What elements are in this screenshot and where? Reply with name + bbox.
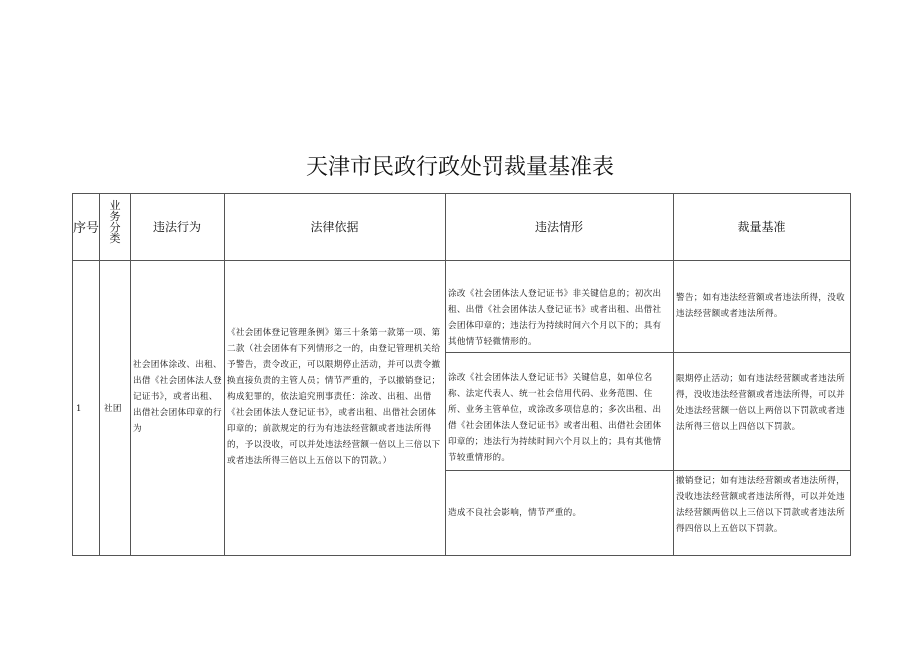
header-standard: 裁量基准	[737, 220, 786, 234]
table-border-right	[850, 193, 851, 556]
table-border-bottom	[72, 555, 851, 556]
circumstance-minor: 涂改《社会团体法人登记证书》非关键信息的；初次出租、出借《社会团体法人登记证书》或者出租、出借社会团体印章的；违法行为持续时间六个月以下的；具有其他情节轻微情形的。	[448, 289, 662, 347]
circumstance-severe: 造成不良社会影响，情节严重的。	[448, 508, 582, 518]
header-category-char: 分	[109, 221, 121, 234]
standard-severe: 撤销登记；如有违法经营额或者违法所得，没收违法经营额或者违法所得，可以并处违法经营额两倍以上三倍以下罚款或者违法所得四倍以上五倍以下罚款。	[676, 476, 845, 534]
row-seq: 1	[76, 404, 82, 414]
header-category	[101, 200, 129, 244]
header-circumstance: 违法情形	[534, 220, 583, 234]
header-bottom-line	[72, 260, 851, 261]
row-illegal-act: 社会团体涂改、出租、出借《社会团体法人登记证书》，或者出租、出借社会团体印章的行为	[133, 360, 222, 434]
standard-minor: 警告；如有违法经营额或者违法所得，没收违法经营额或者违法所得。	[676, 293, 845, 319]
header-seq: 序号	[72, 221, 99, 236]
header-legal-basis: 法律依据	[310, 220, 359, 234]
standard-serious: 限期停止活动；如有违法经营额或者违法所得，没收违法经营额或者违法所得，可以并处违法经营额一倍以上两倍以下罚款或者违法所得三倍以上四倍以下罚款。	[676, 374, 845, 432]
divider-circumstance-1	[445, 352, 851, 353]
header-illegal-act: 违法行为	[152, 220, 201, 234]
header-category-char: 务	[109, 210, 121, 223]
header-category-char: 业	[109, 199, 121, 212]
circumstance-serious: 涂改《社会团体法人登记证书》关键信息，如单位名称、法定代表人、统一社会信用代码、业务范围、住所、业务主管单位，或涂改多项信息的；多次出租、出借《社会团体法人登记证书》或者出租、出借社会团体印章的；违法行为持续时间六个月以上的；具有其他情节较重情形的。	[448, 373, 662, 463]
header-category-char: 类	[109, 232, 121, 245]
page-title: 天津市民政行政处罚裁量基准表	[305, 155, 614, 180]
row-legal-basis: 《社会团体登记管理条例》第三十条第一款第一项、第二款（社会团体有下列情形之一的，由登记管理机关给予警告，责令改正，可以限期停止活动，并可以责令撤换直接负责的主管人员；情节严重的，予以撤销登记；构成犯罪的，依法追究刑事责任：涂改、出租、出借《社会团体法人登记证书》，或者出租、出借社会团体印章的；前款规定的行为有违法经营额或者违法所得的，予以没收，可以并处违法经营额一倍以上三倍以下或者违法所得三倍以上五倍以下的罚款。）	[227, 328, 441, 466]
divider-circumstance-2	[445, 470, 851, 471]
row-category: 社团	[104, 404, 122, 414]
